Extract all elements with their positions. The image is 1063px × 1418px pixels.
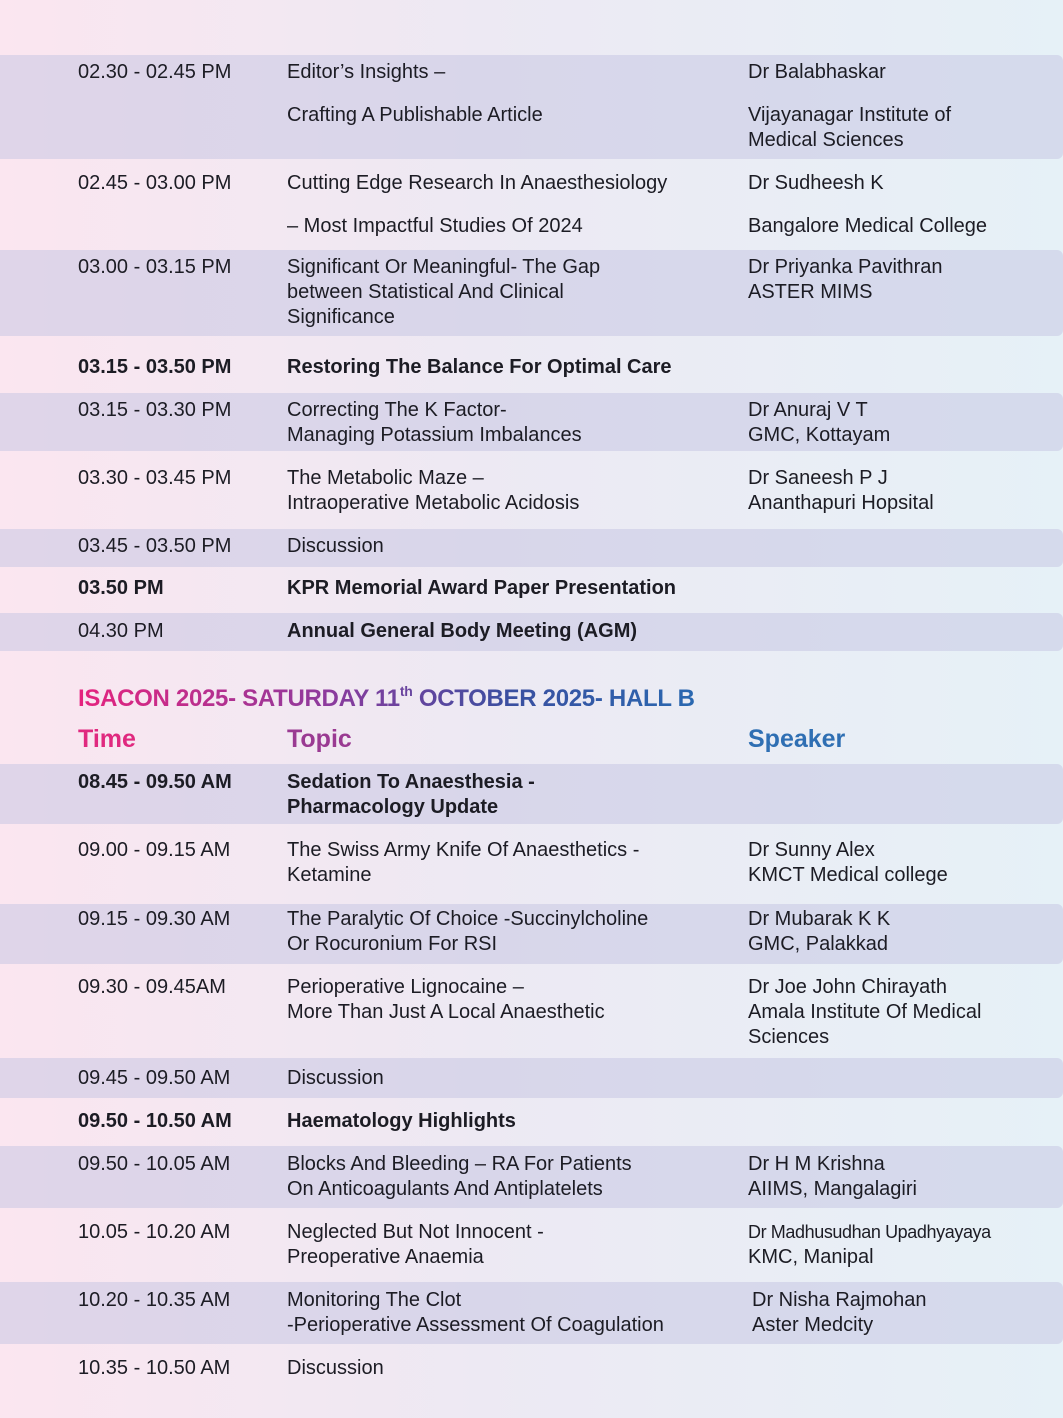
- topic-line: Annual General Body Meeting (AGM): [287, 620, 638, 642]
- schedule-row: [0, 55, 1063, 159]
- schedule-row: [0, 1146, 1063, 1208]
- session-topic: [287, 355, 727, 380]
- session-speaker: [748, 466, 1048, 516]
- topic-line: – Most Impactful Studies Of 2024: [287, 215, 583, 237]
- session-time: 09.45 - 09.50 AM: [78, 1067, 231, 1089]
- speaker-institute: GMC, Palakkad: [748, 933, 889, 955]
- session-speaker: [748, 1220, 1048, 1270]
- section-title: ISACON 2025- SATURDAY 11th OCTOBER 2025- HALL B: [78, 683, 695, 712]
- column-header-time: Time: [78, 725, 136, 753]
- schedule-row: [0, 166, 1063, 246]
- session-time: 03.50 PM: [78, 577, 164, 599]
- session-time: 04.30 PM: [78, 620, 164, 642]
- topic-line: On Anticoagulants And Antiplatelets: [287, 1178, 603, 1200]
- schedule-row: [0, 1058, 1063, 1098]
- speaker-name: Dr Priyanka Pavithran: [748, 256, 943, 278]
- speaker-name: Dr Balabhaskar: [748, 61, 886, 83]
- speaker-name: Dr Sunny Alex: [748, 839, 875, 861]
- session-topic: [287, 171, 727, 239]
- topic-line: Restoring The Balance For Optimal Care: [287, 356, 672, 378]
- schedule-row: [0, 613, 1063, 651]
- session-heading-row: [0, 1104, 1063, 1142]
- topic-line: The Swiss Army Knife Of Anaesthetics -: [287, 839, 640, 861]
- speaker-institute: GMC, Kottayam: [748, 424, 891, 446]
- schedule-row: [0, 1282, 1063, 1344]
- session-speaker: [748, 255, 1048, 305]
- topic-line: The Paralytic Of Choice -Succinylcholine: [287, 908, 649, 930]
- topic-line: Managing Potassium Imbalances: [287, 424, 582, 446]
- session-topic: [287, 1152, 727, 1202]
- session-time: 09.30 - 09.45AM: [78, 976, 226, 998]
- speaker-institute: Bangalore Medical College: [748, 215, 988, 237]
- session-topic: [287, 466, 727, 516]
- schedule-row: [0, 970, 1063, 1052]
- speaker-name: Dr Mubarak K K: [748, 908, 891, 930]
- topic-line: Discussion: [287, 1357, 384, 1379]
- session-time: 02.30 - 02.45 PM: [78, 61, 232, 83]
- session-topic: [287, 1288, 727, 1338]
- speaker-name: Dr Saneesh P J: [748, 467, 888, 489]
- topic-line: Correcting The K Factor-: [287, 399, 507, 421]
- session-heading-row: [0, 764, 1063, 824]
- speaker-name: Dr Madhusudhan Upadhyayaya: [748, 1222, 991, 1242]
- speaker-institute: Ananthapuri Hopsital: [748, 492, 934, 514]
- column-header-speaker: Speaker: [748, 725, 846, 753]
- topic-line: Significant Or Meaningful- The Gap: [287, 256, 601, 278]
- session-topic: [287, 398, 727, 448]
- session-speaker: [748, 398, 1048, 448]
- schedule-row: [0, 904, 1063, 964]
- session-topic: [287, 1220, 727, 1270]
- session-time: 10.05 - 10.20 AM: [78, 1221, 231, 1243]
- topic-line: Blocks And Bleeding – RA For Patients: [287, 1153, 632, 1175]
- topic-line: Cutting Edge Research In Anaesthesiology: [287, 172, 668, 194]
- speaker-institute: Amala Institute Of Medical: [748, 1001, 982, 1023]
- speaker-institute: AIIMS, Mangalagiri: [748, 1178, 917, 1200]
- session-time: 10.20 - 10.35 AM: [78, 1289, 231, 1311]
- session-speaker: [748, 1152, 1048, 1202]
- session-time: 09.50 - 10.05 AM: [78, 1153, 231, 1175]
- topic-line: More Than Just A Local Anaesthetic: [287, 1001, 605, 1023]
- speaker-institute: Medical Sciences: [748, 129, 904, 151]
- topic-line: between Statistical And Clinical: [287, 281, 564, 303]
- topic-line: The Metabolic Maze –: [287, 467, 484, 489]
- session-topic: [287, 576, 727, 601]
- topic-line: Discussion: [287, 535, 384, 557]
- session-speaker: [748, 838, 1048, 888]
- session-time: 03.15 - 03.50 PM: [78, 356, 232, 378]
- session-heading-row: [0, 571, 1063, 609]
- speaker-institute: Aster Medcity: [752, 1314, 874, 1336]
- topic-line: Monitoring The Clot: [287, 1289, 462, 1311]
- session-time: 02.45 - 03.00 PM: [78, 172, 232, 194]
- topic-line: Or Rocuronium For RSI: [287, 933, 498, 955]
- topic-line: Perioperative Lignocaine –: [287, 976, 524, 998]
- schedule-row: [0, 1214, 1063, 1276]
- topic-line: Crafting A Publishable Article: [287, 104, 543, 126]
- topic-line: Discussion: [287, 1067, 384, 1089]
- session-time: 09.00 - 09.15 AM: [78, 839, 231, 861]
- session-time: 03.00 - 03.15 PM: [78, 256, 232, 278]
- session-topic: [287, 770, 727, 820]
- speaker-institute: Vijayanagar Institute of: [748, 104, 952, 126]
- speaker-name: Dr H M Krishna: [748, 1153, 885, 1175]
- topic-line: Sedation To Anaesthesia -: [287, 771, 535, 793]
- session-time: 09.50 - 10.50 AM: [78, 1110, 232, 1132]
- session-time: 03.45 - 03.50 PM: [78, 535, 232, 557]
- topic-line: Neglected But Not Innocent -: [287, 1221, 544, 1243]
- session-topic: [287, 534, 727, 559]
- column-header-topic: Topic: [287, 725, 352, 753]
- session-topic: [287, 1109, 727, 1134]
- session-topic: [287, 60, 727, 128]
- speaker-institute: KMCT Medical college: [748, 864, 948, 886]
- schedule-row: [0, 833, 1063, 891]
- session-time: 10.35 - 10.50 AM: [78, 1357, 231, 1379]
- session-speaker: [748, 171, 1048, 239]
- session-topic: [287, 255, 727, 330]
- speaker-institute: Sciences: [748, 1026, 830, 1048]
- speaker-name: Dr Anuraj V T: [748, 399, 868, 421]
- schedule-row: [0, 461, 1063, 519]
- session-topic: [287, 619, 727, 644]
- topic-line: Intraoperative Metabolic Acidosis: [287, 492, 580, 514]
- topic-line: Preoperative Anaemia: [287, 1246, 484, 1268]
- session-topic: [287, 907, 727, 957]
- speaker-name: Dr Joe John Chirayath: [748, 976, 947, 998]
- schedule-row: [0, 1350, 1063, 1388]
- session-speaker: [752, 1288, 1052, 1338]
- session-time: 03.30 - 03.45 PM: [78, 467, 232, 489]
- session-speaker: [748, 975, 1048, 1050]
- schedule-row: [0, 250, 1063, 336]
- session-topic: [287, 1066, 727, 1091]
- schedule-row: [0, 529, 1063, 567]
- topic-line: KPR Memorial Award Paper Presentation: [287, 577, 677, 599]
- session-topic: [287, 838, 727, 888]
- session-time: 08.45 - 09.50 AM: [78, 771, 232, 793]
- session-topic: [287, 1356, 727, 1381]
- schedule-row: [0, 393, 1063, 451]
- speaker-institute: ASTER MIMS: [748, 281, 873, 303]
- session-topic: [287, 975, 727, 1025]
- speaker-institute: KMC, Manipal: [748, 1246, 874, 1268]
- topic-line: Pharmacology Update: [287, 796, 499, 818]
- session-time: 09.15 - 09.30 AM: [78, 908, 231, 930]
- session-heading-row: [0, 343, 1063, 387]
- speaker-name: Dr Sudheesh K: [748, 172, 884, 194]
- speaker-name: Dr Nisha Rajmohan: [752, 1289, 927, 1311]
- session-speaker: [748, 60, 1048, 153]
- topic-line: Haematology Highlights: [287, 1110, 516, 1132]
- session-speaker: [748, 907, 1048, 957]
- session-time: 03.15 - 03.30 PM: [78, 399, 232, 421]
- topic-line: Editor’s Insights –: [287, 61, 446, 83]
- topic-line: Ketamine: [287, 864, 372, 886]
- topic-line: -Perioperative Assessment Of Coagulation: [287, 1314, 664, 1336]
- topic-line: Significance: [287, 306, 395, 328]
